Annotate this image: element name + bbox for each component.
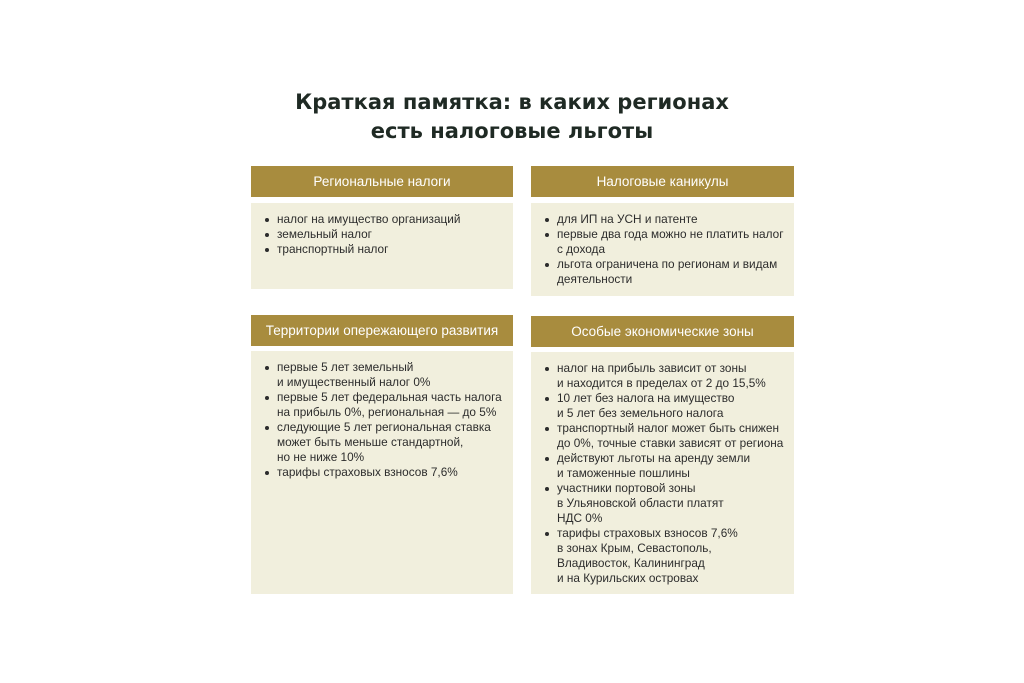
bullet-list [543, 212, 786, 287]
list-item: следующие 5 лет региональная ставка может быть меньше стандартной, но не ниже 10% [263, 420, 505, 465]
card-heading-regional-taxes: Региональные налоги [251, 166, 513, 197]
list-item: действуют льготы на аренду земли и таможенные пошлины [543, 451, 786, 481]
list-item: транспортный налог [263, 242, 505, 257]
bullet-list [263, 212, 505, 257]
list-item: налог на прибыль зависит от зоны и находится в пределах от 2 до 15,5% [543, 361, 786, 391]
page-title-line-1: Краткая памятка: в каких регионах [295, 90, 729, 114]
card-heading-special-economic-zones: Особые экономические зоны [531, 316, 794, 347]
list-item: 10 лет без налога на имущество и 5 лет без земельного налога [543, 391, 786, 421]
list-item: участники портовой зоны в Ульяновской области платят НДС 0% [543, 481, 786, 526]
card-body-regional-taxes [251, 203, 513, 289]
bullet-list [543, 361, 786, 586]
card-heading-tax-holidays: Налоговые каникулы [531, 166, 794, 197]
list-item: тарифы страховых взносов 7,6% [263, 465, 505, 480]
list-item: налог на имущество организаций [263, 212, 505, 227]
bullet-list [263, 360, 505, 480]
list-item: первые 5 лет федеральная часть налога на прибыль 0%, региональная — до 5% [263, 390, 505, 420]
list-item: первые два года можно не платить налог с дохода [543, 227, 786, 257]
card-body-special-economic-zones [531, 352, 794, 594]
card-body-tax-holidays [531, 203, 794, 296]
list-item: транспортный налог может быть снижен до 0%, точные ставки зависят от региона [543, 421, 786, 451]
page-title [0, 88, 1024, 146]
page-title-line-2: есть налоговые льготы [370, 119, 654, 143]
list-item: тарифы страховых взносов 7,6% в зонах Крым, Севастополь, Владивосток, Калининград и на Курильских островах [543, 526, 786, 586]
list-item: льгота ограничена по регионам и видам деятельности [543, 257, 786, 287]
list-item: первые 5 лет земельный и имущественный налог 0% [263, 360, 505, 390]
list-item: земельный налог [263, 227, 505, 242]
list-item: для ИП на УСН и патенте [543, 212, 786, 227]
card-body-advanced-development-territories [251, 351, 513, 594]
card-heading-advanced-development-territories: Территории опережающего развития [251, 315, 513, 346]
